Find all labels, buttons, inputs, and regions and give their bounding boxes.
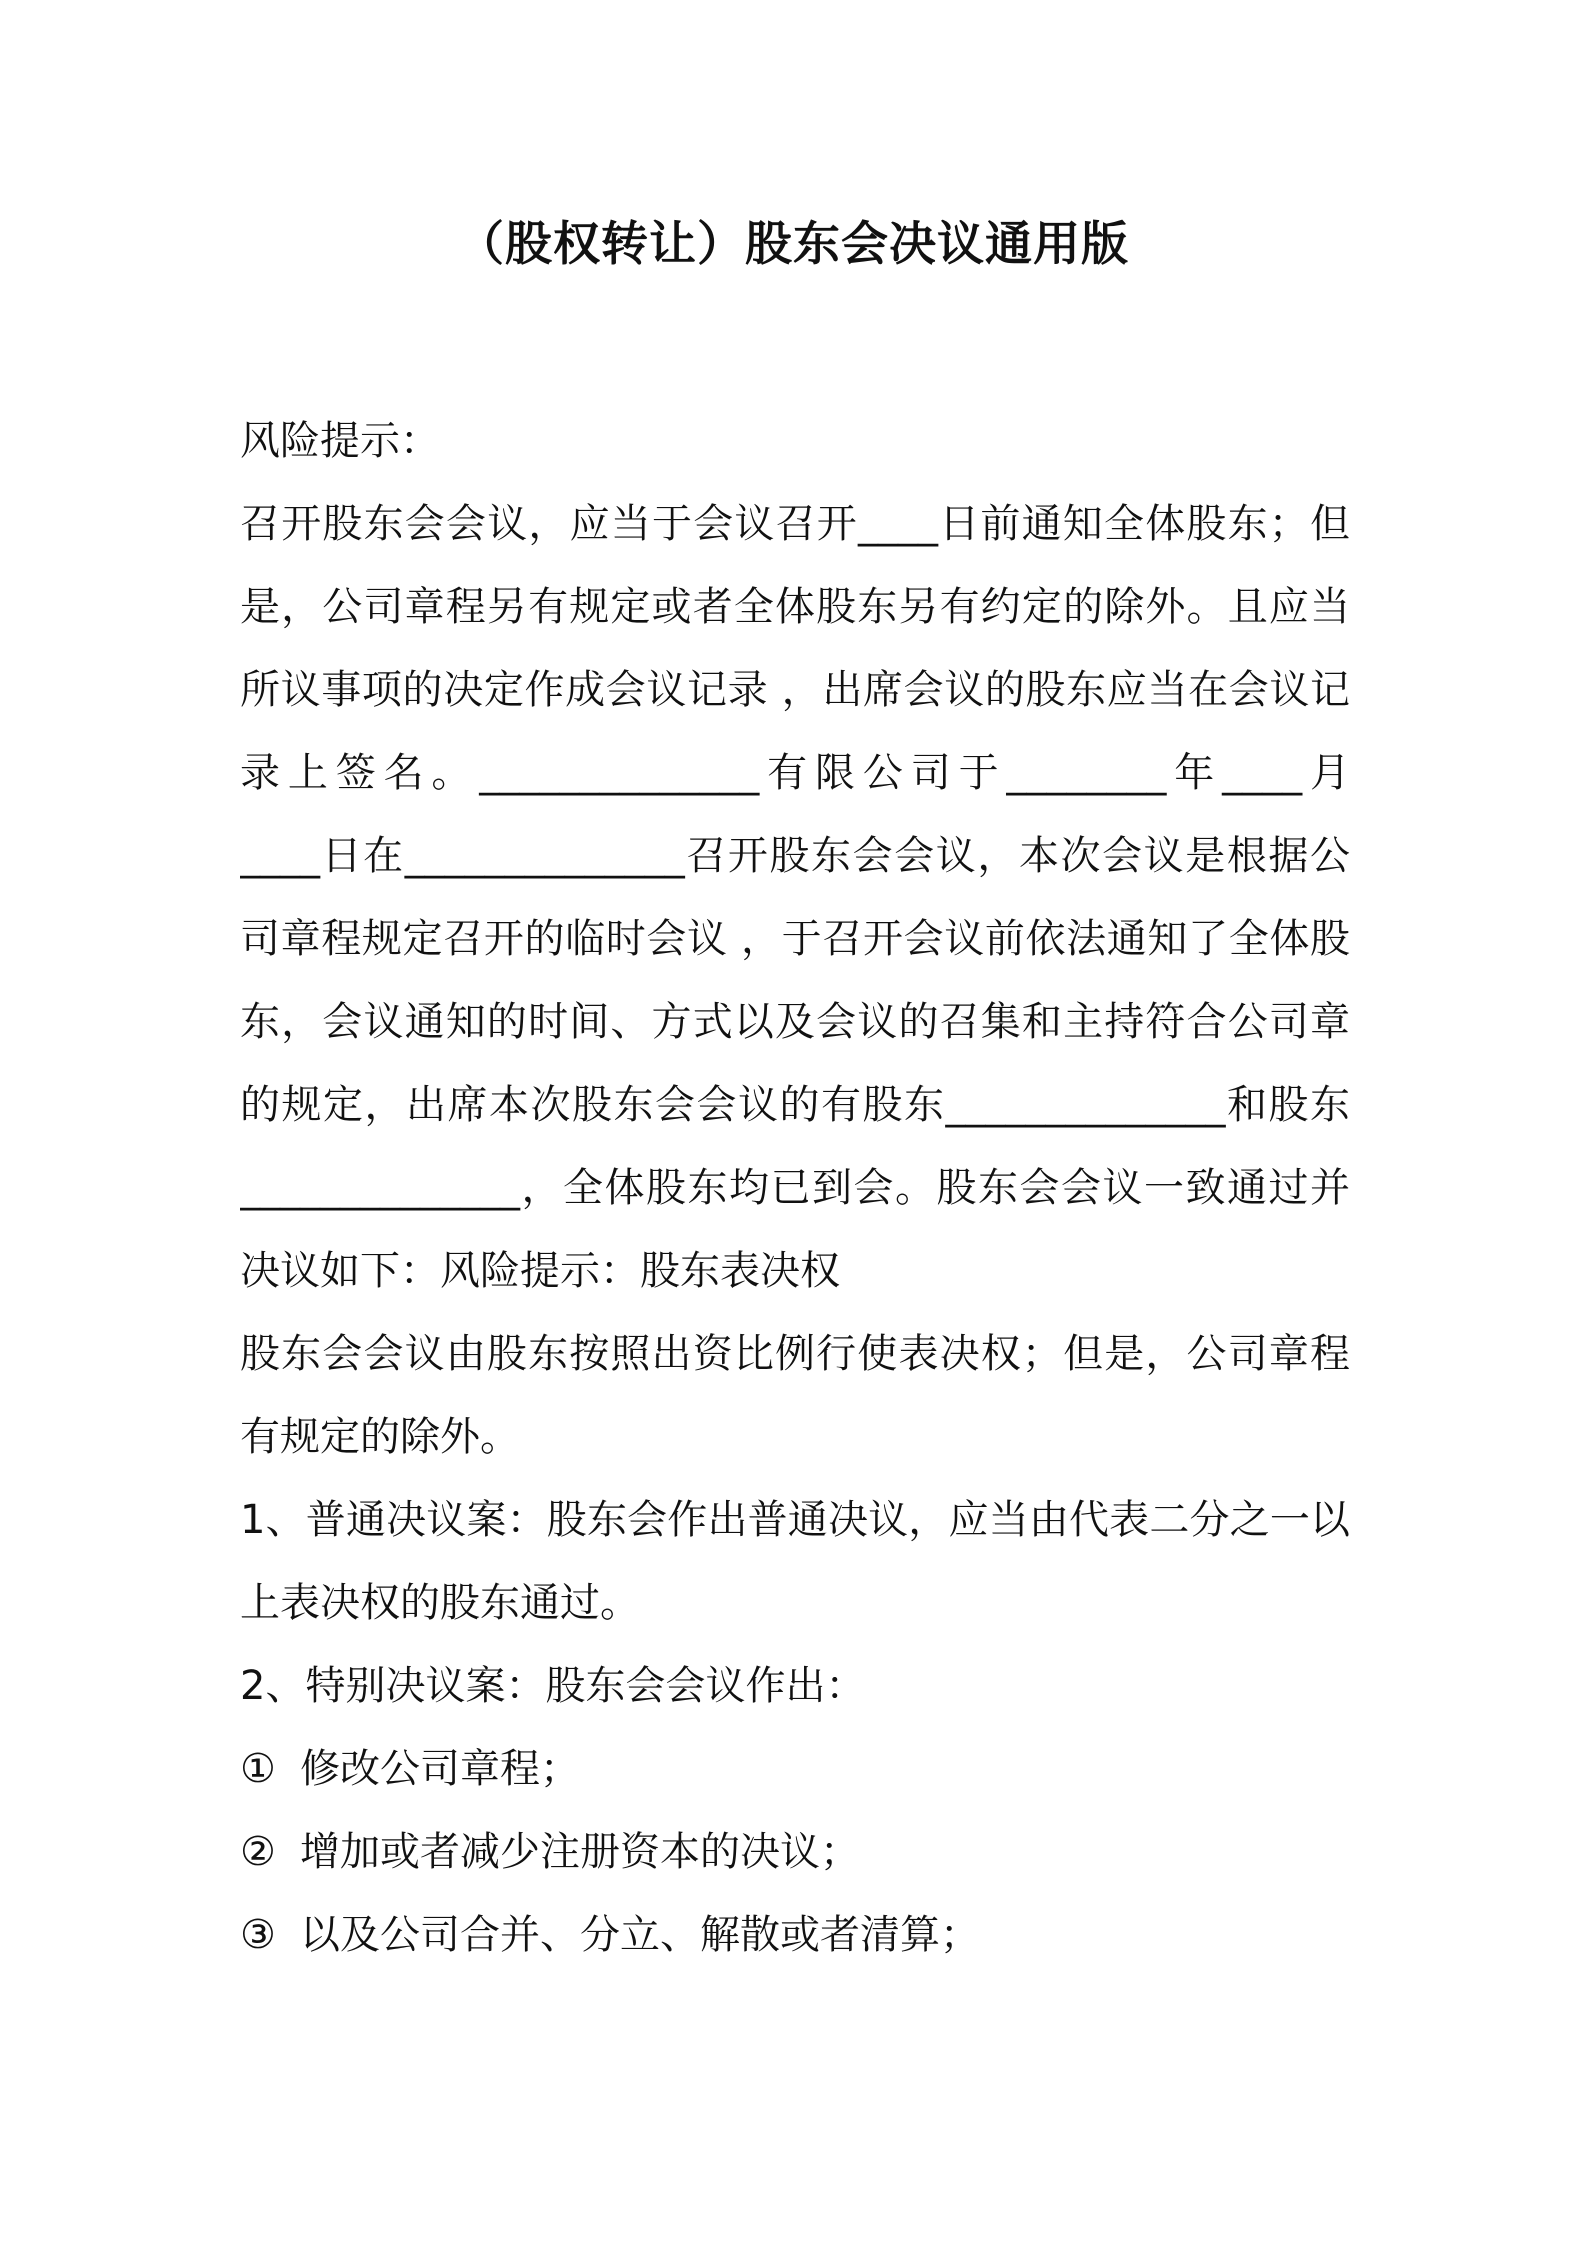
body-line: 所议事项的决定作成会议记录 ，出席会议的股东应当在会议记 <box>240 667 1350 713</box>
body-line: 的规定，出席本次股东会会议的有股东______________和股东 <box>240 1082 1350 1128</box>
body-line: 是，公司章程另有规定或者全体股东另有约定的除外。且应当 <box>240 584 1350 630</box>
document-title: （股权转让）股东会决议通用版 <box>457 217 1129 272</box>
body-line: 股东会会议由股东按照出资比例行使表决权；但是，公司章程 <box>240 1331 1350 1377</box>
body-line: 召开股东会会议，应当于会议召开____日前通知全体股东；但 <box>240 501 1350 547</box>
list-item <box>240 1894 1350 1977</box>
document-body <box>240 400 1350 1977</box>
body-line: ____日在______________召开股东会会议，本次会议是根据公 <box>240 833 1350 879</box>
body-line: 1、普通决议案：股东会作出普通决议，应当由代表二分之一以 <box>240 1497 1350 1543</box>
list-marker: ③ <box>240 1912 276 1958</box>
list-item <box>240 1811 1350 1894</box>
body-line: 上表决权的股东通过。 <box>240 1580 640 1626</box>
body-line: ______________，全体股东均已到会。股东会会议一致通过并 <box>240 1165 1350 1211</box>
body-line: 司章程规定召开的临时会议 ，于召开会议前依法通知了全体股 <box>240 916 1350 962</box>
list-marker: ① <box>240 1746 276 1792</box>
list-item-text: 以及公司合并、分立、解散或者清算； <box>300 1912 980 1958</box>
body-line: 有规定的除外。 <box>240 1414 520 1460</box>
risk-heading: 风险提示： <box>240 418 440 464</box>
body-line: 决议如下：风险提示：股东表决权 <box>240 1248 840 1294</box>
list-marker: ② <box>240 1829 276 1875</box>
body-line: 录上签名。______________有限公司于________年____月 <box>240 750 1350 796</box>
body-line: 东，会议通知的时间、方式以及会议的召集和主持符合公司章 <box>240 999 1350 1045</box>
list-item-text: 增加或者减少注册资本的决议； <box>300 1829 860 1875</box>
list-item-text: 修改公司章程； <box>300 1746 580 1792</box>
list-item <box>240 1728 1350 1811</box>
body-line: 2、特别决议案：股东会会议作出： <box>240 1663 866 1709</box>
